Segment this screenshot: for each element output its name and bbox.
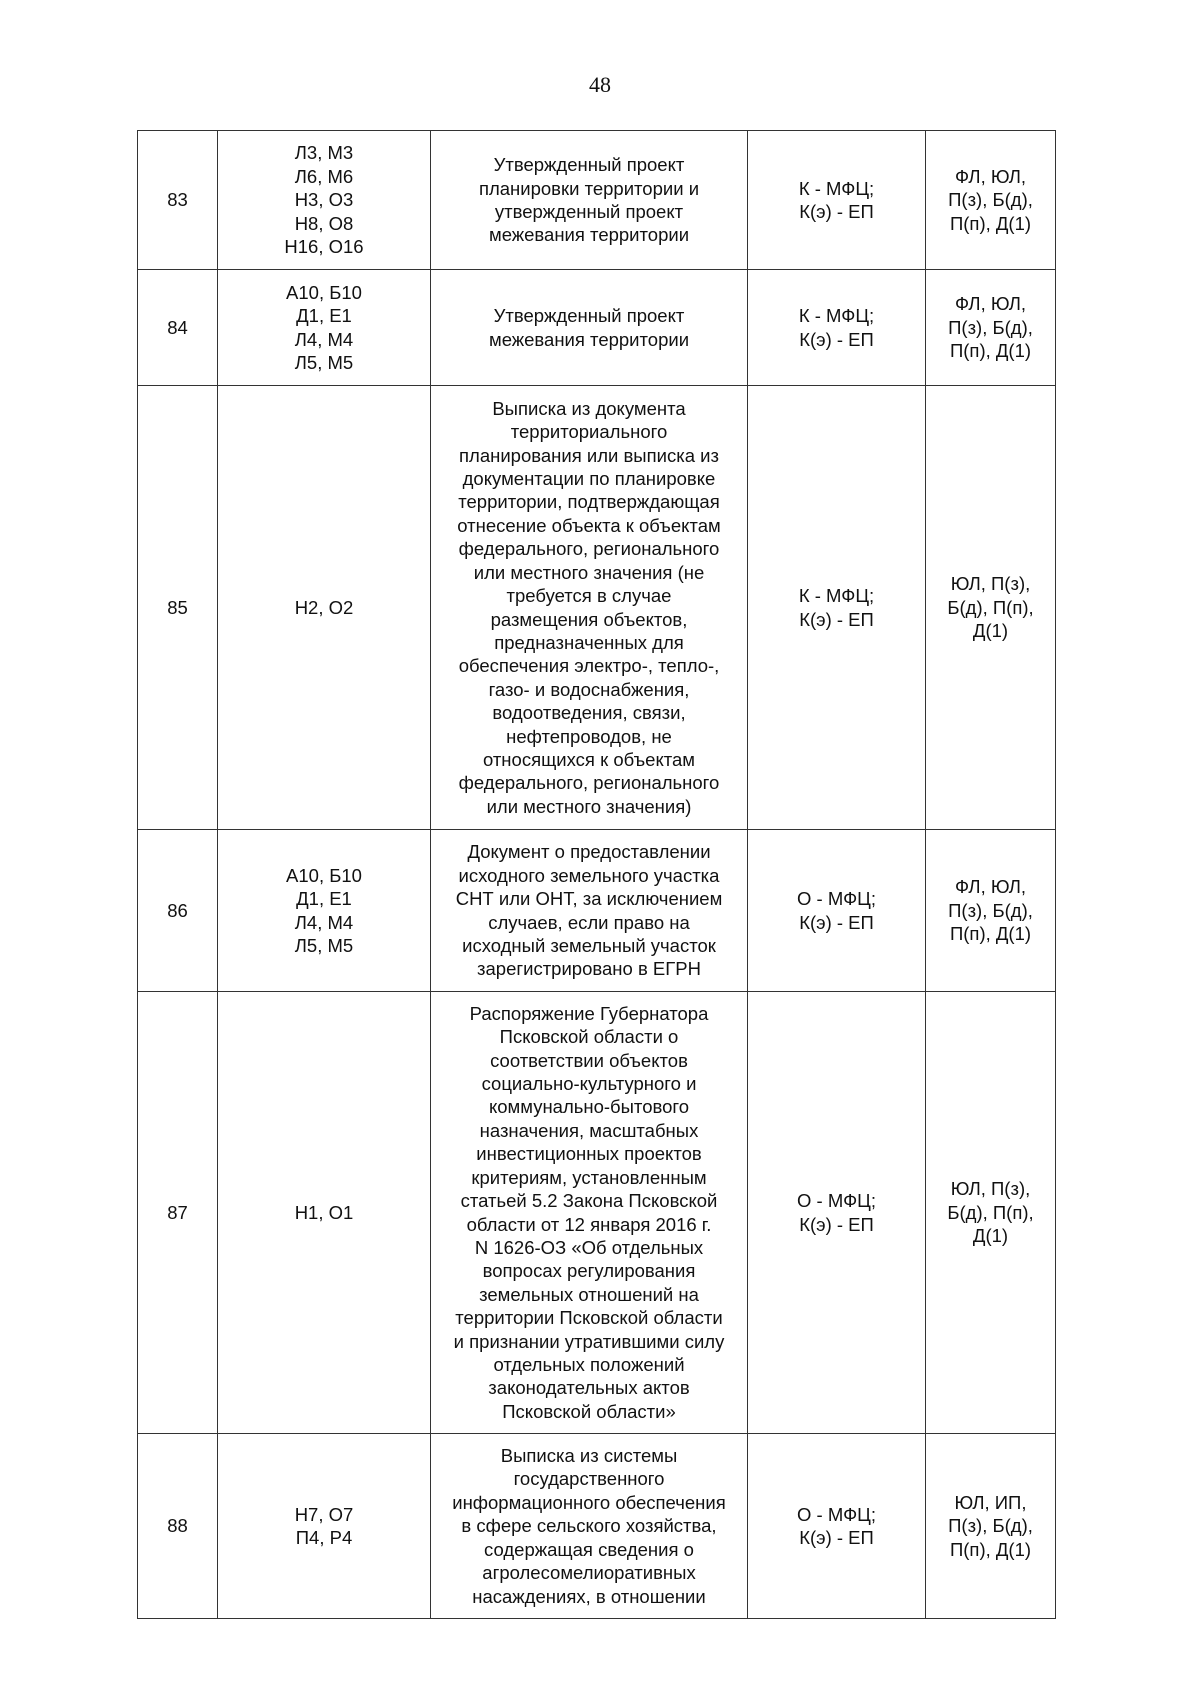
row-applicants: ФЛ, ЮЛ, П(з), Б(д), П(п), Д(1): [926, 270, 1056, 386]
row-codes: А10, Б10 Д1, Е1 Л4, М4 Л5, М5: [218, 270, 431, 386]
table-row: [138, 992, 1056, 1434]
table-row: [138, 131, 1056, 270]
row-document: Утвержденный проект межевания территории: [431, 270, 748, 386]
row-document: Документ о предоставлении исходного земельного участка СНТ или ОНТ, за исключением случаев, если право на исходный земельный участок зарегистрировано в ЕГРН: [431, 830, 748, 992]
table-row: [138, 830, 1056, 992]
row-method: К - МФЦ; К(э) - ЕП: [748, 386, 926, 830]
row-applicants: ЮЛ, ИП, П(з), Б(д), П(п), Д(1): [926, 1434, 1056, 1619]
row-codes: Л3, М3 Л6, М6 Н3, О3 Н8, О8 Н16, О16: [218, 131, 431, 270]
row-method: О - МФЦ; К(э) - ЕП: [748, 1434, 926, 1619]
documents-table: [137, 130, 1056, 1619]
row-codes: Н2, О2: [218, 386, 431, 830]
page-number: 48: [589, 72, 611, 97]
table-row: [138, 1434, 1056, 1619]
row-method: О - МФЦ; К(э) - ЕП: [748, 992, 926, 1434]
row-document: Распоряжение Губернатора Псковской области о соответствии объектов социально-культурного и коммунально-бытового назначения, масштабных инвестиционных проектов критериям, установленным статьей 5.2 Закона Псковской области от 12 января 2016 г. N 1626-ОЗ «Об отдельных вопросах регулирования земельных отношений на территории Псковской области и признании утратившими силу отдельных положений законодательных актов Псковской области»: [431, 992, 748, 1434]
table-row: [138, 386, 1056, 830]
row-number: 83: [138, 131, 218, 270]
row-number: 88: [138, 1434, 218, 1619]
row-applicants: ФЛ, ЮЛ, П(з), Б(д), П(п), Д(1): [926, 830, 1056, 992]
row-number: 85: [138, 386, 218, 830]
row-document: Выписка из системы государственного информационного обеспечения в сфере сельского хозяйства, содержащая сведения о агролесомелиоративных насаждениях, в отношении: [431, 1434, 748, 1619]
row-document: Выписка из документа территориального планирования или выписка из документации по планировке территории, подтверждающая отнесение объекта к объектам федерального, регионального или местного значения (не требуется в случае размещения объектов, предназначенных для обеспечения электро-, тепло-, газо- и водоснабжения, водоотведения, связи, нефтепроводов, не относящихся к объектам федерального, регионального или местного значения): [431, 386, 748, 830]
row-codes: А10, Б10 Д1, Е1 Л4, М4 Л5, М5: [218, 830, 431, 992]
row-number: 84: [138, 270, 218, 386]
row-codes: Н1, О1: [218, 992, 431, 1434]
table-row: [138, 270, 1056, 386]
row-applicants: ФЛ, ЮЛ, П(з), Б(д), П(п), Д(1): [926, 131, 1056, 270]
row-document: Утвержденный проект планировки территории и утвержденный проект межевания территории: [431, 131, 748, 270]
row-number: 86: [138, 830, 218, 992]
row-applicants: ЮЛ, П(з), Б(д), П(п), Д(1): [926, 992, 1056, 1434]
row-applicants: ЮЛ, П(з), Б(д), П(п), Д(1): [926, 386, 1056, 830]
row-method: О - МФЦ; К(э) - ЕП: [748, 830, 926, 992]
row-method: К - МФЦ; К(э) - ЕП: [748, 131, 926, 270]
row-number: 87: [138, 992, 218, 1434]
row-method: К - МФЦ; К(э) - ЕП: [748, 270, 926, 386]
row-codes: Н7, О7 П4, Р4: [218, 1434, 431, 1619]
